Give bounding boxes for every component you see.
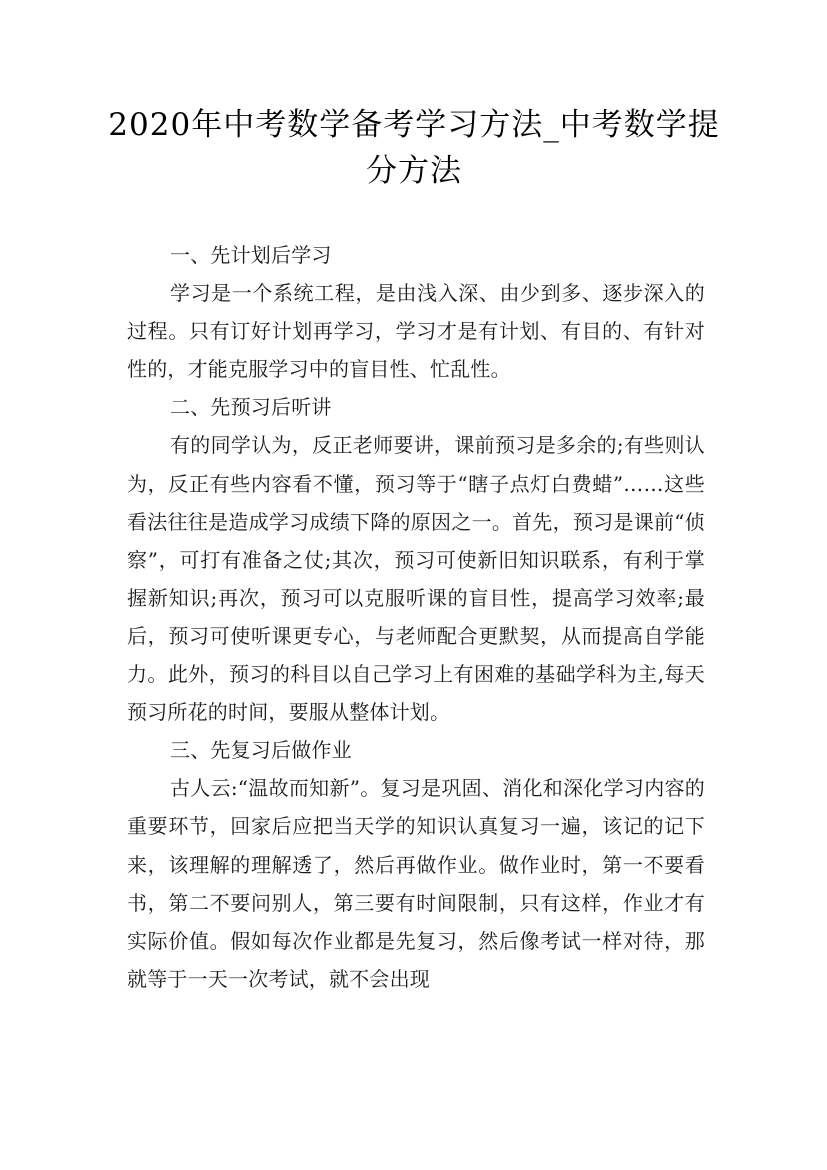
section-heading-3: 三、先复习后做作业 [170, 738, 352, 763]
document-title: 2020年中考数学备考学习方法_中考数学提分方法 [108, 107, 720, 189]
section-paragraph-1: 学习是一个系统工程，是由浅入深、由少到多、逐步深入的过程。只有订好计划再学习，学习才是有计划、有目的、有针对性的，才能克服学习中的盲目性、忙乱性。 [127, 281, 705, 382]
section-heading-1: 一、先计划后学习 [170, 243, 332, 267]
document-body [127, 236, 705, 998]
section-heading-2: 二、先预习后听讲 [170, 395, 332, 420]
section-paragraph-2: 有的同学认为，反正老师要讲，课前预习是多余的;有些则认为，反正有些内容看不懂，预习等于“瞎子点灯白费蜡”……这些看法往往是造成学习成绩下降的原因之一。首先，预习是课前“侦察”，可打有准备之仗;其次，预习可使新旧知识联系，有利于掌握新知识;再次，预习可以克服听课的盲目性，提高学习效率;最后，预习可使听课更专心，与老师配合更默契，从而提高自学能力。此外，预习的科目以自己学习上有困难的基础学科为主,每天预习所花的时间，要服从整体计划。 [127, 433, 705, 725]
section-paragraph-3: 古人云:“温故而知新”。复习是巩固、消化和深化学习内容的重要环节，回家后应把当天学的知识认真复习一遍，该记的记下来，该理解的理解透了，然后再做作业。做作业时，第一不要看书，第二不要问别人，第三要有时间限制，只有这样，作业才有实际价值。假如每次作业都是先复习，然后像考试一样对待，那就等于一天一次考试，就不会出现 [127, 776, 705, 991]
